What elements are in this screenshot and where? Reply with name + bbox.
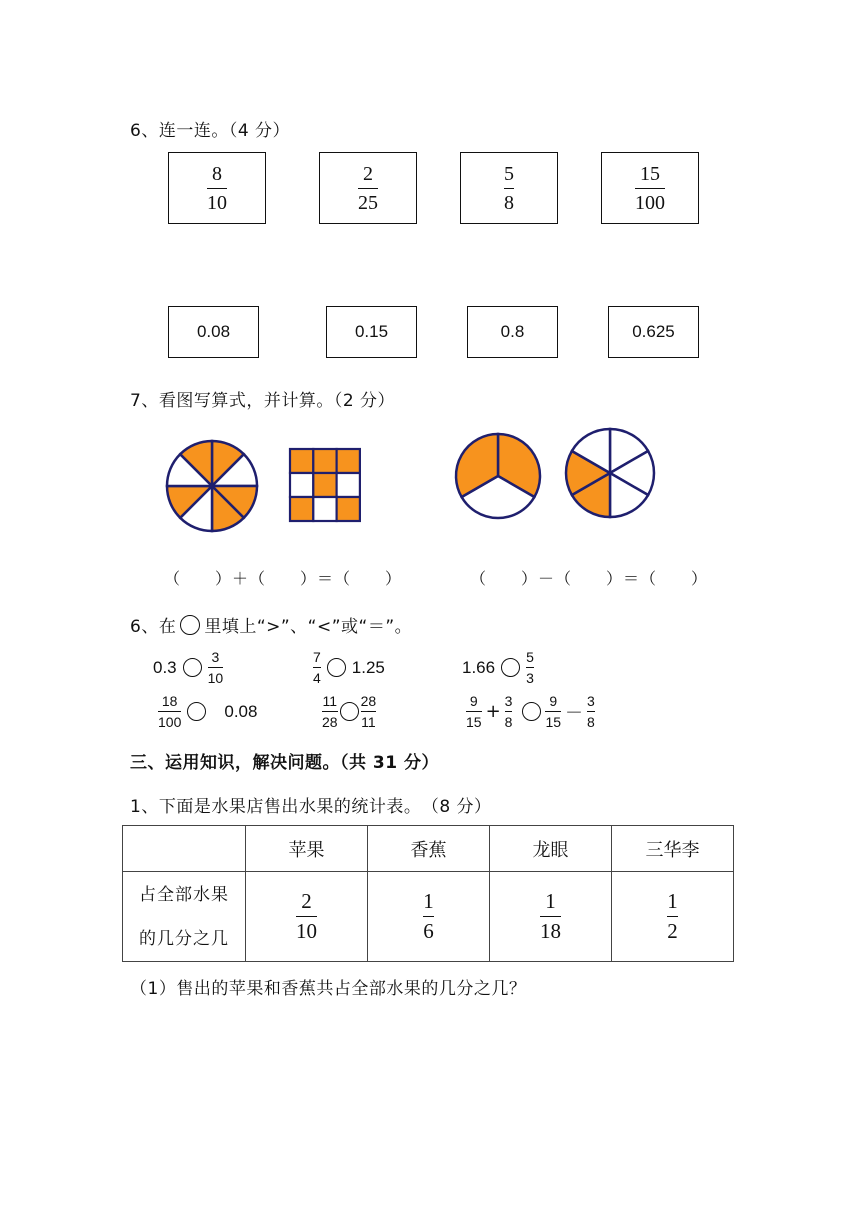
decimal-value: 0.08	[196, 322, 231, 341]
circle-sixths-figure	[562, 424, 658, 522]
q1-heading: 1、下面是水果店售出水果的统计表。 （8 分）	[130, 797, 492, 817]
right-value: 0.08	[224, 701, 258, 721]
compare-item-6	[466, 694, 595, 729]
q6b-heading-start: 6、在	[130, 617, 177, 637]
compare-item-4	[158, 694, 257, 729]
answer-circle[interactable]	[501, 658, 520, 677]
fraction: $\frac{1}{6}$	[423, 889, 434, 943]
grid-cell	[337, 473, 360, 497]
fraction: $\frac{1}{18}$	[540, 889, 561, 943]
fraction: $\frac{3}{10}$	[207, 649, 224, 686]
table-row	[123, 872, 734, 962]
grid-cell	[290, 449, 313, 473]
compare-item-2	[313, 650, 385, 685]
table-header-cell: 龙眼	[490, 826, 612, 872]
table-header-cell: 三华李	[612, 826, 734, 872]
table-header-cell: 香蕉	[368, 826, 490, 872]
decimal-box-3[interactable]	[467, 306, 558, 358]
fraction: $\frac{3}{8}$	[587, 693, 595, 730]
fraction: $\frac{9}{15}$	[545, 693, 562, 730]
row-label-line2: 的几分之几	[139, 928, 229, 949]
grid-cell	[313, 497, 336, 521]
table-cell	[368, 872, 490, 962]
expression-add[interactable]: （ ）＋（ ）＝（ ）	[164, 569, 403, 588]
q7-heading: 7、看图写算式，并计算。（2 分）	[130, 391, 396, 411]
row-label	[123, 872, 246, 962]
grid-cell	[313, 449, 336, 473]
fraction: $\frac{18}{100}$	[158, 693, 182, 730]
decimal-value: 0.15	[354, 322, 389, 341]
grid-figure	[287, 446, 363, 524]
fraction: $\frac{2}{10}$	[296, 889, 317, 943]
answer-circle[interactable]	[522, 702, 541, 721]
grid-cell	[337, 497, 360, 521]
table-header-cell: 苹果	[246, 826, 368, 872]
compare-item-5	[322, 694, 376, 729]
expression-subtract[interactable]: （ ）－（ ）＝（ ）	[470, 569, 709, 588]
q6b-heading-rest: 里填上“>”、“<”或“＝”。	[204, 617, 413, 637]
circle-icon	[180, 615, 200, 635]
answer-circle[interactable]	[183, 658, 202, 677]
compare-item-3	[462, 650, 534, 685]
fraction: $\frac{1}{2}$	[667, 889, 678, 943]
table-header-row	[123, 826, 734, 872]
fraction: $\frac{28}{11}$	[360, 693, 377, 730]
answer-circle[interactable]	[327, 658, 346, 677]
right-value: 1.25	[351, 657, 385, 677]
fruit-stats-table	[122, 825, 734, 962]
circle-thirds-figure	[452, 428, 544, 524]
decimal-box-2[interactable]	[326, 306, 417, 358]
plus-sign: +	[485, 701, 501, 722]
table-cell	[246, 872, 368, 962]
row-label-line1: 占全部水果	[139, 884, 229, 905]
compare-item-1	[153, 650, 223, 685]
fraction-box-2[interactable]	[319, 152, 417, 224]
answer-circle[interactable]	[187, 702, 206, 721]
grid-cell	[337, 449, 360, 473]
section3-title: 三、运用知识，解决问题。（共 31 分）	[130, 753, 439, 773]
minus-sign: －	[565, 702, 584, 724]
grid-cell	[290, 473, 313, 497]
fraction: $\frac{15}{100}$	[635, 162, 665, 214]
fraction: $\frac{7}{4}$	[313, 649, 321, 686]
fraction: $\frac{5}{8}$	[504, 162, 514, 214]
left-value: 1.66	[462, 657, 496, 677]
q6a-heading: 6、连一连。（4 分）	[130, 121, 291, 141]
q6b-heading	[130, 612, 412, 637]
fraction-box-1[interactable]	[168, 152, 266, 224]
table-cell	[612, 872, 734, 962]
table-header-cell	[123, 826, 246, 872]
decimal-value: 0.625	[632, 322, 675, 341]
sub-question-1: （1）售出的苹果和香蕉共占全部水果的几分之几？	[130, 979, 527, 999]
fraction: $\frac{11}{28}$	[322, 693, 338, 730]
grid-cell	[313, 473, 336, 497]
fraction-box-3[interactable]	[460, 152, 558, 224]
decimal-box-4[interactable]	[608, 306, 699, 358]
fraction: $\frac{9}{15}$	[466, 693, 482, 730]
fraction-box-4[interactable]	[601, 152, 699, 224]
decimal-box-1[interactable]	[168, 306, 259, 358]
fraction: $\frac{8}{10}$	[207, 162, 227, 214]
circle-eighths-figure	[160, 436, 264, 536]
answer-circle[interactable]	[340, 702, 359, 721]
grid-cell	[290, 497, 313, 521]
fraction: $\frac{5}{3}$	[526, 649, 534, 686]
fraction: $\frac{2}{25}$	[358, 162, 378, 214]
table-cell	[490, 872, 612, 962]
left-value: 0.3	[153, 657, 177, 677]
decimal-value: 0.8	[500, 322, 525, 341]
fraction: $\frac{3}{8}$	[504, 693, 513, 730]
